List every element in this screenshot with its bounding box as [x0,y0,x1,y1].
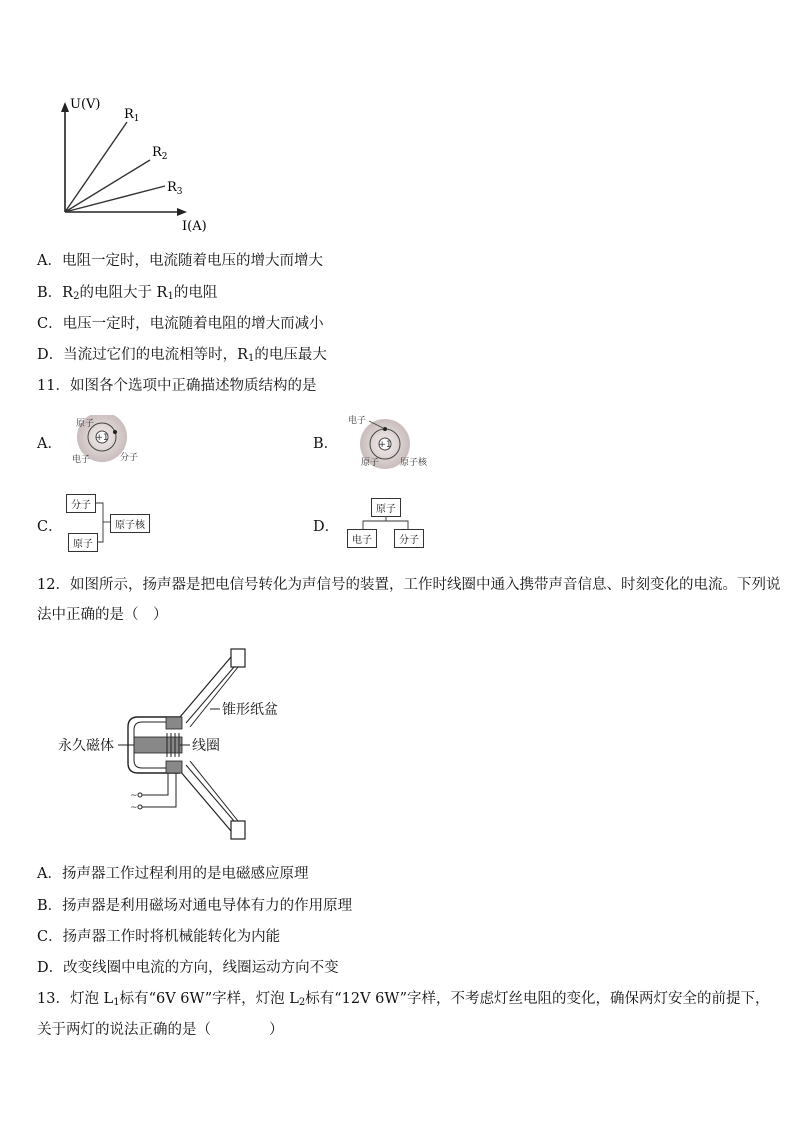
q10-option-d: D．当流过它们的电流相等时，$R_1$的电压最大 [37,347,327,364]
r3-label: $R_3$ [167,180,183,197]
svg-text:电子: 电子 [72,455,91,465]
label-coil: 线圈 [192,738,220,754]
x-arrow-icon [177,208,187,216]
q13-stem-line1: 13．灯泡 $L_1$标有“6V 6W”字样，灯泡 $L_2$标有“12V 6W”字样，不考虑灯丝电阻的变化，确保两灯安全的前提下， [37,991,770,1008]
svg-text:分子: 分子 [120,453,139,463]
electron-icon [383,427,387,431]
box-atom: 原子 [371,498,401,517]
q12-option-d: D．改变线圈中电流的方向，线圈运动方向不变 [37,960,339,976]
q11-option-b-label: B． [313,436,339,452]
q12-stem-line1: 12．如图所示，扬声器是把电信号转化为声信号的装置，工作时线圈中通入携带声音信息、时刻变化的电流。下列说 [37,577,781,593]
bottom-pole [166,761,182,773]
box-molecule: 分子 [66,494,96,513]
svg-text:~: ~ [130,803,138,813]
box-molecule: 分子 [394,529,424,548]
line-r2 [65,160,150,212]
svg-text:原子: 原子 [76,419,95,429]
q10-option-a: A．电阻一定时，电流随着电压的增大而增大 [37,253,323,269]
q11-option-c-label: C． [37,519,63,535]
svg-text:~: ~ [130,791,138,801]
speaker-diagram [50,645,310,845]
label-cone: 锥形纸盆 [222,702,278,718]
q12-stem-line2: 法中正确的是（ ） [37,607,168,623]
u-i-graph [40,88,230,238]
q12-option-b: B．扬声器是利用磁场对通电导体有力的作用原理 [37,898,353,914]
q11-option-b-figure [345,411,435,469]
q12-option-c: C．扬声器工作时将机械能转化为内能 [37,929,281,945]
x-axis-label: I(A) [182,219,207,234]
q10-option-c: C．电压一定时，电流随着电阻的增大而减小 [37,316,324,332]
svg-text:原子核: 原子核 [400,458,428,468]
q11-option-a-figure [68,415,148,465]
r2-label: $R_2$ [152,145,168,162]
box-electron: 电子 [347,529,377,548]
box-nucleus: 原子核 [110,514,150,533]
q11-option-a-label: A． [37,436,62,452]
r1-label: $R_1$ [124,107,140,124]
y-axis-label: U(V) [70,97,101,112]
q11-option-d-figure [344,498,429,548]
q10-option-b: B．$R_2$的电阻大于 $R_1$的电阻 [37,285,218,302]
q12-option-a: A．扬声器工作过程利用的是电磁感应原理 [37,866,309,882]
svg-text:电子: 电子 [348,416,367,426]
svg-text:原子: 原子 [361,458,380,468]
q11-option-d-label: D． [313,519,340,535]
top-pole [166,717,182,729]
label-magnet: 永久磁体 [58,738,114,754]
q11-stem: 11．如图各个选项中正确描述物质结构的是 [37,378,317,394]
electron-icon [113,430,117,434]
box-atom: 原子 [68,533,98,552]
q11-option-c-figure [66,494,156,552]
svg-text:+1: +1 [378,440,392,450]
q13-stem-line2: 关于两灯的说法正确的是（ ） [37,1022,284,1038]
svg-text:+1: +1 [95,433,109,443]
y-arrow-icon [61,102,69,112]
